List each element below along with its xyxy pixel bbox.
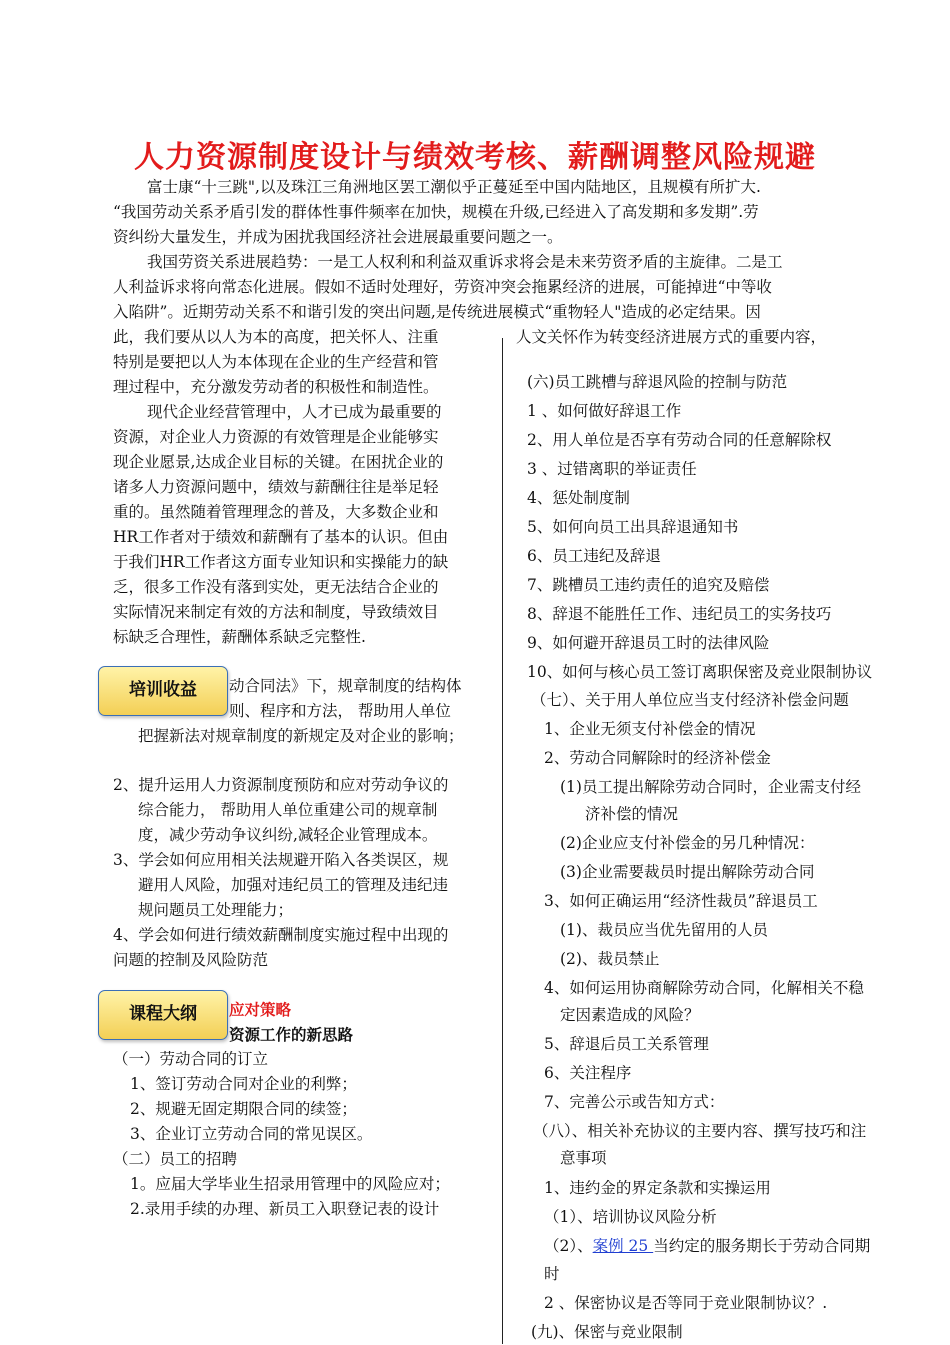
right-item-case xyxy=(544,1234,870,1259)
badge-course-outline: 课程大纲 xyxy=(98,990,228,1040)
left-para1-line: 特别是要把以人为本体现在企业的生产经营和管 xyxy=(113,353,439,371)
outline-item: （二）员工的招聘 xyxy=(113,1150,238,1168)
intro-line: 入陷阱”。近期劳动关系不和谐引发的突出问题,是传统进展模式“重物轻人"造成的必定结果。因 xyxy=(113,303,761,321)
benefit-line: 问题的控制及风险防范 xyxy=(113,951,269,969)
right-item: （七）、关于用人单位应当支付经济补偿金问题 xyxy=(531,691,849,709)
left-para2-line: 现企业愿景,达成企业目标的关键。在困扰企业的 xyxy=(113,453,444,471)
right-item: (九)、保密与竞业限制 xyxy=(531,1323,683,1341)
benefit-line: 把握新法对规章制度的新规定及对企业的影响； xyxy=(138,727,464,745)
right-item: 4、如何运用协商解除劳动合同，化解相关不稳 xyxy=(544,979,864,997)
right-item: 3 、过错离职的举证责任 xyxy=(527,460,697,478)
right-item: 7、跳槽员工违约责任的追究及赔偿 xyxy=(527,576,770,594)
right-item: (六)员工跳槽与辞退风险的控制与防范 xyxy=(527,373,788,391)
intro-line: 人利益诉求将向常态化进展。假如不适时处理好，劳资冲突会拖累经济的进展，可能掉进“中等收 xyxy=(113,278,772,296)
benefit-line: 3、学会如何应用相关法规避开陷入各类误区，规 xyxy=(113,851,449,869)
column-divider xyxy=(502,338,503,1344)
intro-line: 资纠纷大量发生，并成为困扰我国经济社会进展最重要问题之一。 xyxy=(113,228,563,246)
outline-item: 2、规避无固定期限合同的续签； xyxy=(130,1100,357,1118)
outline-item: 1、签订劳动合同对企业的利弊； xyxy=(130,1075,357,1093)
left-para2-line: HR工作者对于绩效和薪酬有了基本的认识。但由 xyxy=(113,528,449,546)
right-item: 济补偿的情况 xyxy=(585,805,679,823)
right-item: 2、劳动合同解除时的经济补偿金 xyxy=(544,749,771,767)
outline-bold-heading: 资源工作的新思路 xyxy=(229,1025,354,1044)
benefit-line: 则、程序和方法， 帮助用人单位 xyxy=(229,702,451,720)
outline-item: 3、企业订立劳动合同的常见误区。 xyxy=(130,1125,373,1143)
page-title: 人力资源制度设计与绩效考核、薪酬调整风险规避 xyxy=(134,140,816,175)
right-item: 意事项 xyxy=(560,1149,607,1167)
outline-item: （一）劳动合同的订立 xyxy=(113,1050,269,1068)
left-para2-line: 诸多人力资源问题中，绩效与薪酬往往是举足轻 xyxy=(113,478,439,496)
outline-item: 1。应届大学毕业生招录用管理中的风险应对； xyxy=(130,1175,450,1193)
right-item: 定因素造成的风险？ xyxy=(560,1006,700,1024)
benefit-line: 2、提升运用人力资源制度预防和应对劳动争议的 xyxy=(113,776,449,794)
right-para1-tail: 人文关怀作为转变经济进展方式的重要内容， xyxy=(516,328,827,346)
right-item: 6、员工违纪及辞退 xyxy=(527,547,661,565)
right-item: 2、用人单位是否享有劳动合同的任意解除权 xyxy=(527,431,832,449)
right-item: (2)企业应支付补偿金的另几种情况： xyxy=(560,834,815,852)
left-para2-line: 现代企业经营管理中，人才已成为最重要的 xyxy=(147,403,442,421)
left-para2-line: 乏，很多工作没有落到实处，更无法结合企业的 xyxy=(113,578,439,596)
left-para2-line: 于我们HR工作者这方面专业知识和实操能力的缺 xyxy=(113,553,449,571)
right-item: (2)、裁员禁止 xyxy=(560,950,660,968)
right-item: 3、如何正确运用“经济性裁员”辞退员工 xyxy=(544,892,818,910)
left-para2-line: 标缺乏合理性，薪酬体系缺乏完整性. xyxy=(113,628,366,646)
right-item: 7、完善公示或告知方式： xyxy=(544,1093,725,1111)
benefit-line: 规问题员工处理能力； xyxy=(138,901,294,919)
right-item: 6、关注程序 xyxy=(544,1064,632,1082)
right-item: 5、如何向员工出具辞退通知书 xyxy=(527,518,739,536)
case-25-link[interactable]: 案例 25 xyxy=(592,1237,654,1255)
right-item: 1 、如何做好辞退工作 xyxy=(527,402,682,420)
right-item: 4、惩处制度制 xyxy=(527,489,630,507)
left-para2-line: 资源，对企业人力资源的有效管理是企业能够实 xyxy=(113,428,439,446)
right-item: 10、如何与核心员工签订离职保密及竞业限制协议 xyxy=(527,663,873,681)
intro-line: 我国劳资关系进展趋势：一是工人权利和利益双重诉求将会是未来劳资矛盾的主旋律。二是工 xyxy=(147,253,783,271)
benefit-line: 综合能力， 帮助用人单位重建公司的规章制 xyxy=(138,801,438,819)
right-item: 1、企业无须支付补偿金的情况 xyxy=(544,720,756,738)
right-item: 时 xyxy=(544,1265,560,1283)
outline-item: 2.录用手续的办理、新员工入职登记表的设计 xyxy=(130,1200,440,1218)
badge-training-benefits: 培训收益 xyxy=(98,666,228,716)
right-item: 8、辞退不能胜任工作、违纪员工的实务技巧 xyxy=(527,605,832,623)
left-para1-line: 理过程中，充分激发劳动者的积极性和制造性。 xyxy=(113,378,439,396)
benefit-line: 4、学会如何进行绩效薪酬制度实施过程中出现的 xyxy=(113,926,449,944)
right-item: （1）、培训协议风险分析 xyxy=(544,1208,717,1226)
left-para2-line: 重的。虽然随着管理理念的普及，大多数企业和 xyxy=(113,503,439,521)
benefit-line: 动合同法》下，规章制度的结构体 xyxy=(229,677,462,695)
benefit-line: 度，减少劳动争议纠纷,减轻企业管理成本。 xyxy=(138,826,438,844)
right-item: 5、辞退后员工关系管理 xyxy=(544,1035,709,1053)
right-item: (3)企业需要裁员时提出解除劳动合同 xyxy=(560,863,815,881)
left-para1-line: 此，我们要从以人为本的高度，把关怀人、注重 xyxy=(113,328,439,346)
right-item: 2 、保密协议是否等同于竞业限制协议？. xyxy=(544,1294,828,1312)
right-item: （八）、相关补充协议的主要内容、撰写技巧和注 xyxy=(533,1122,867,1140)
case-rest: 当约定的服务期长于劳动合同期 xyxy=(653,1237,871,1255)
right-item: (1)、裁员应当优先留用的人员 xyxy=(560,921,768,939)
right-item: 9、如何避开辞退员工时的法律风险 xyxy=(527,634,770,652)
benefit-line: 避用人风险，加强对违纪员工的管理及违纪违 xyxy=(138,876,449,894)
right-item: (1)员工提出解除劳动合同时，企业需支付经 xyxy=(560,778,861,796)
right-item: 1、违约金的界定条款和实操运用 xyxy=(544,1179,771,1197)
case-prefix: （2）、 xyxy=(544,1237,593,1255)
intro-line: 富士康“十三跳",以及珠江三角洲地区罢工潮似乎正蔓延至中国内陆地区，且规模有所扩大. xyxy=(147,178,761,196)
outline-red-heading: 应对策略 xyxy=(229,1000,292,1019)
intro-line: “我国劳动关系矛盾引发的群体性事件频率在加快，规模在升级,已经进入了高发期和多发期”.劳 xyxy=(113,203,759,221)
left-para2-line: 实际情况来制定有效的方法和制度，导致绩效目 xyxy=(113,603,439,621)
